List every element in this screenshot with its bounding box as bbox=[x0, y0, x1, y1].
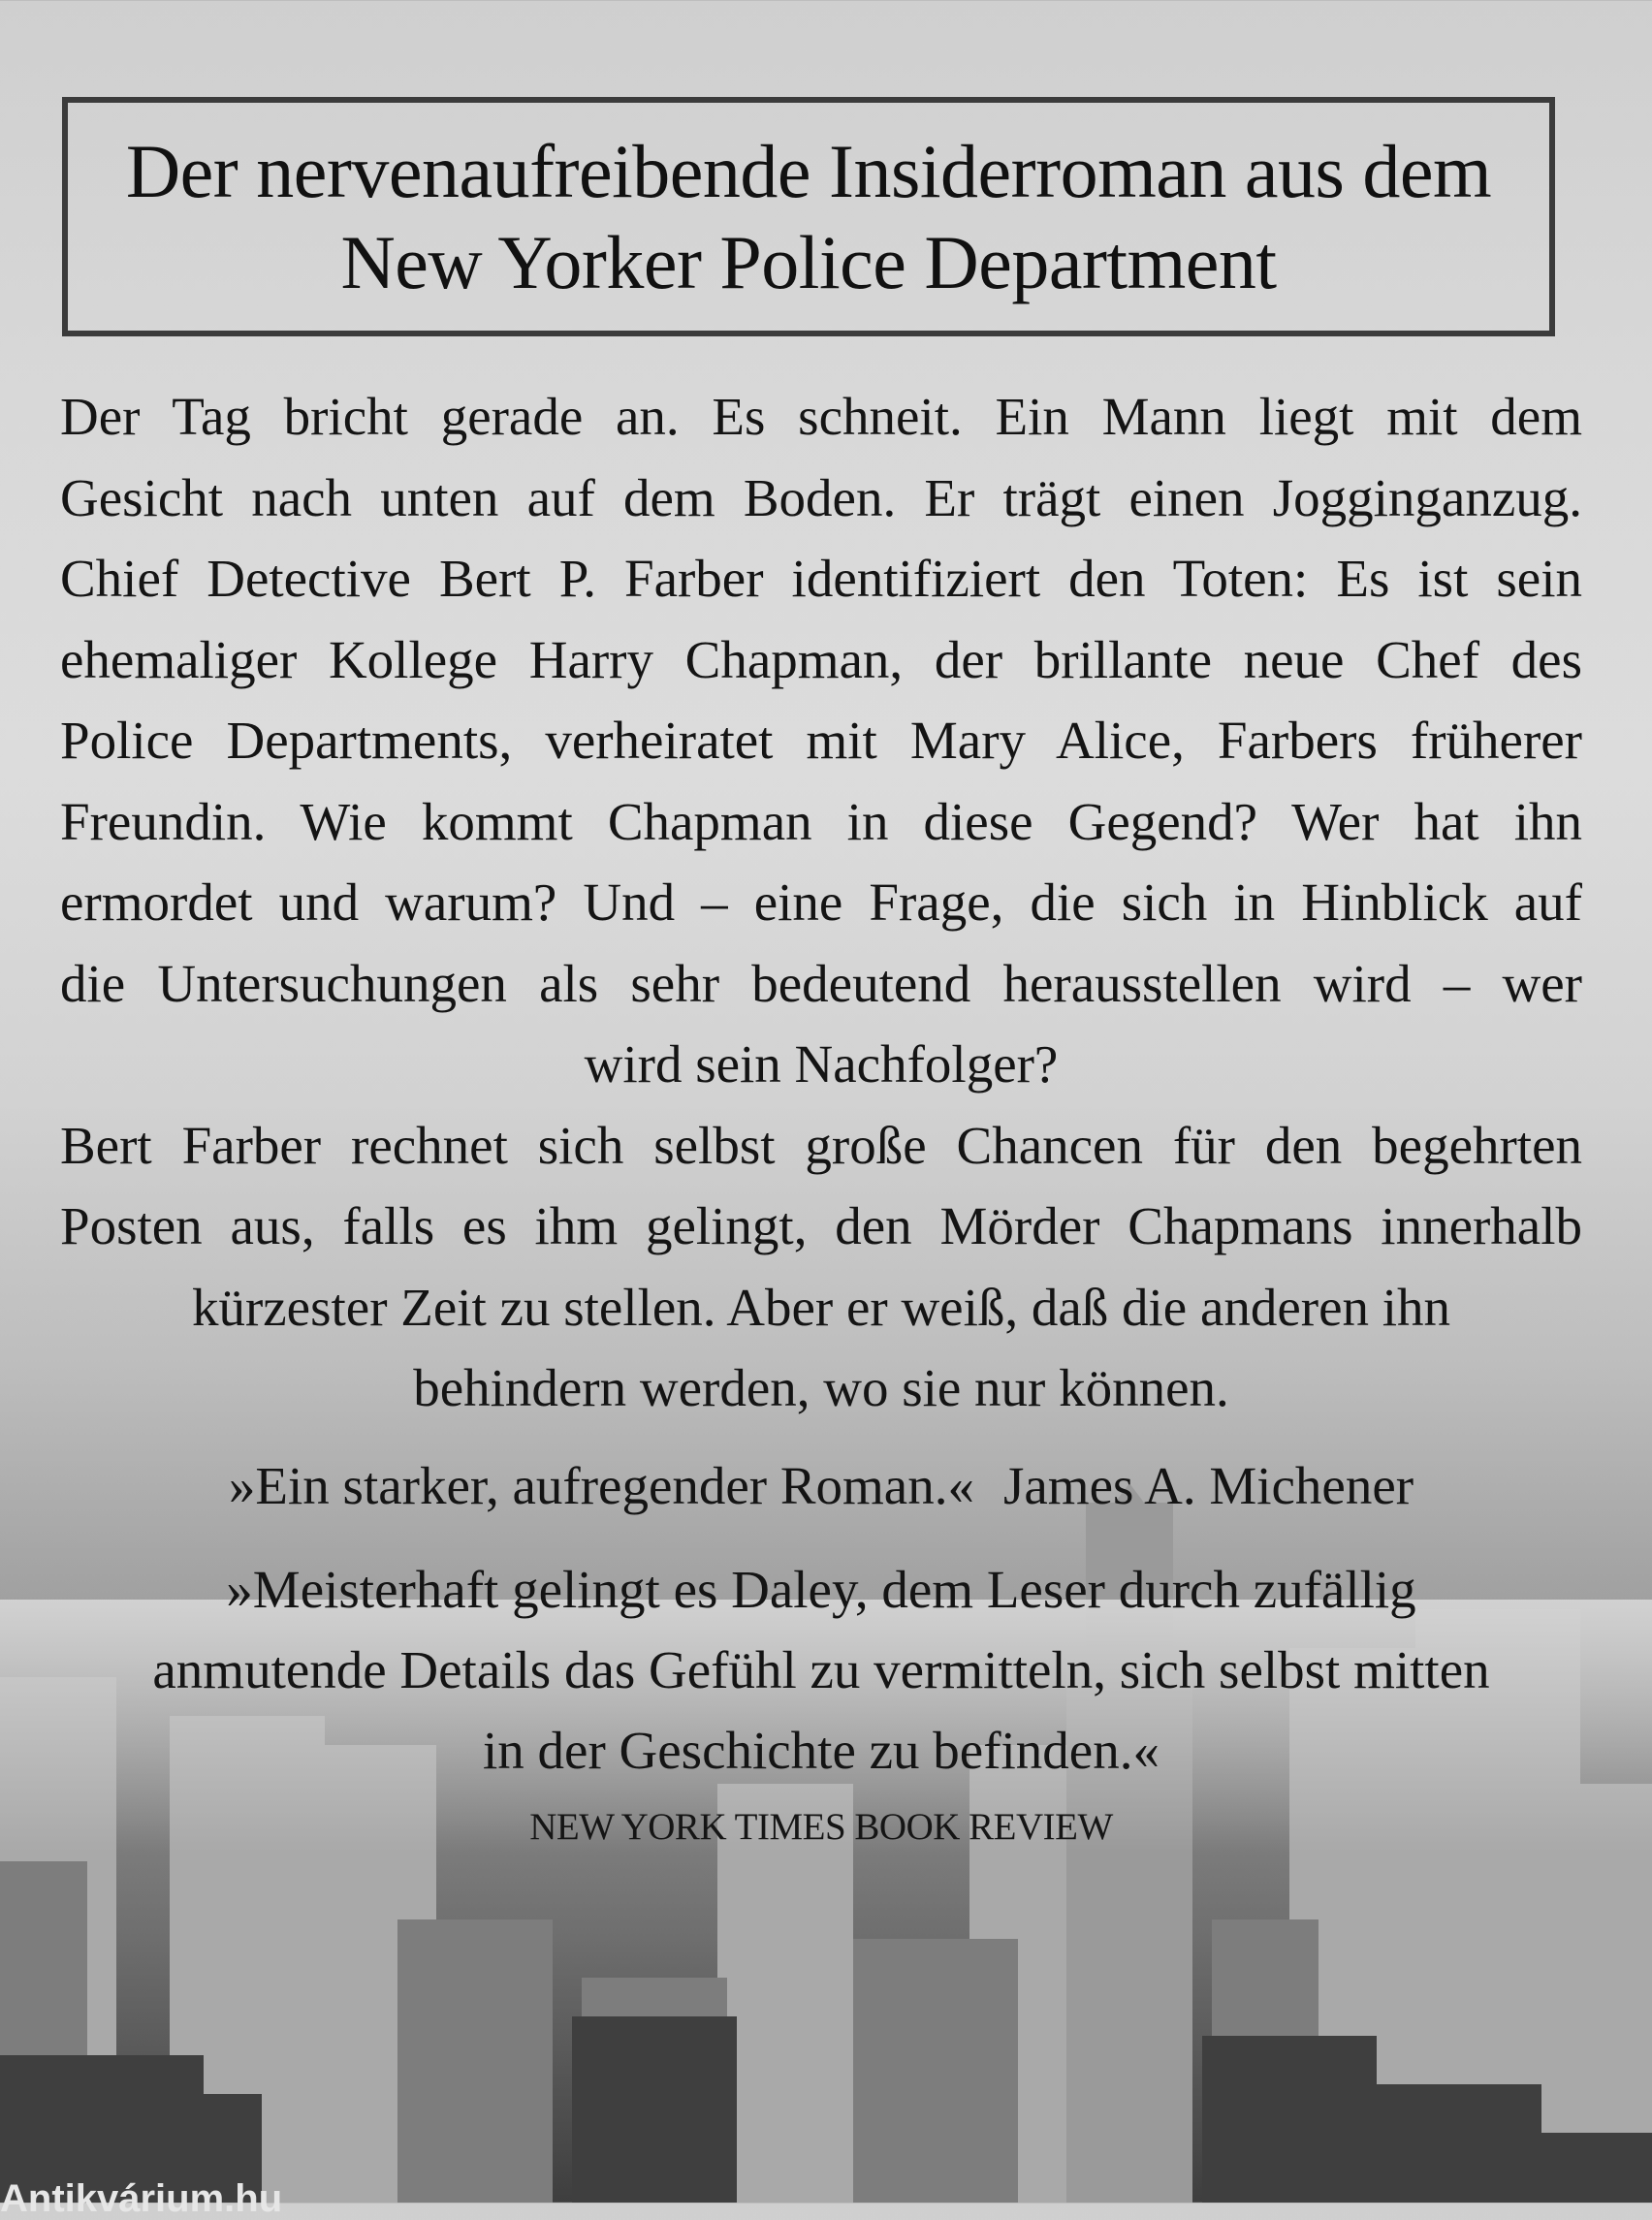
blurb-line: Posten aus, falls es ihm gelingt, den Mörder Chapmans innerhalb bbox=[60, 1196, 1582, 1255]
review-quote-nyt bbox=[60, 1549, 1582, 1791]
quote-source: NEW YORK TIMES BOOK REVIEW bbox=[529, 1806, 1113, 1848]
headline-line-2: New Yorker Police Department bbox=[340, 219, 1277, 304]
blurb-line: Freundin. Wie kommt Chapman in diese Gegend? Wer hat ihn bbox=[60, 791, 1582, 851]
blurb-line: kürzester Zeit zu stellen. Aber er weiß, daß die anderen ihn bbox=[191, 1277, 1451, 1337]
blurb-line: Bert Farber rechnet sich selbst große Chancen für den begehrten bbox=[60, 1115, 1582, 1175]
review-quote-michener bbox=[60, 1447, 1582, 1525]
watermark: Antikvárium.hu bbox=[0, 2177, 283, 2220]
quote-line: anmutende Details das Gefühl zu vermitteln, sich selbst mitten bbox=[152, 1640, 1490, 1699]
blurb-line: ermordet und warum? Und – eine Frage, die sich in Hinblick auf bbox=[60, 872, 1582, 932]
blurb-line: die Untersuchungen als sehr bedeutend herausstellen wird – wer bbox=[60, 953, 1582, 1013]
blurb-line: wird sein Nachfolger? bbox=[584, 1034, 1059, 1094]
quote-author: James A. Michener bbox=[1002, 1456, 1414, 1515]
blurb-line: Der Tag bricht gerade an. Es schneit. Ein Mann liegt mit dem bbox=[60, 387, 1582, 446]
headline-box bbox=[62, 97, 1555, 336]
blurb-line: ehemaliger Kollege Harry Chapman, der brillante neue Chef des bbox=[60, 629, 1582, 689]
headline-line-1: Der nervenaufreibende Insiderroman aus dem bbox=[125, 128, 1492, 213]
blurb-line: Chief Detective Bert P. Farber identifiziert den Toten: Es ist sein bbox=[60, 549, 1582, 608]
blurb-line: Police Departments, verheiratet mit Mary Alice, Farbers früherer bbox=[60, 711, 1582, 770]
quote-text: »Ein starker, aufregender Roman.« bbox=[228, 1456, 974, 1515]
blurb-text bbox=[60, 376, 1582, 1429]
blurb-line: Gesicht nach unten auf dem Boden. Er trägt einen Jogginganzug. bbox=[60, 467, 1582, 527]
quote-line: »Meisterhaft gelingt es Daley, dem Leser durch zufällig bbox=[226, 1560, 1416, 1619]
blurb-line: behindern werden, wo sie nur können. bbox=[413, 1358, 1229, 1417]
quote-line: in der Geschichte zu befinden.« bbox=[483, 1721, 1160, 1780]
